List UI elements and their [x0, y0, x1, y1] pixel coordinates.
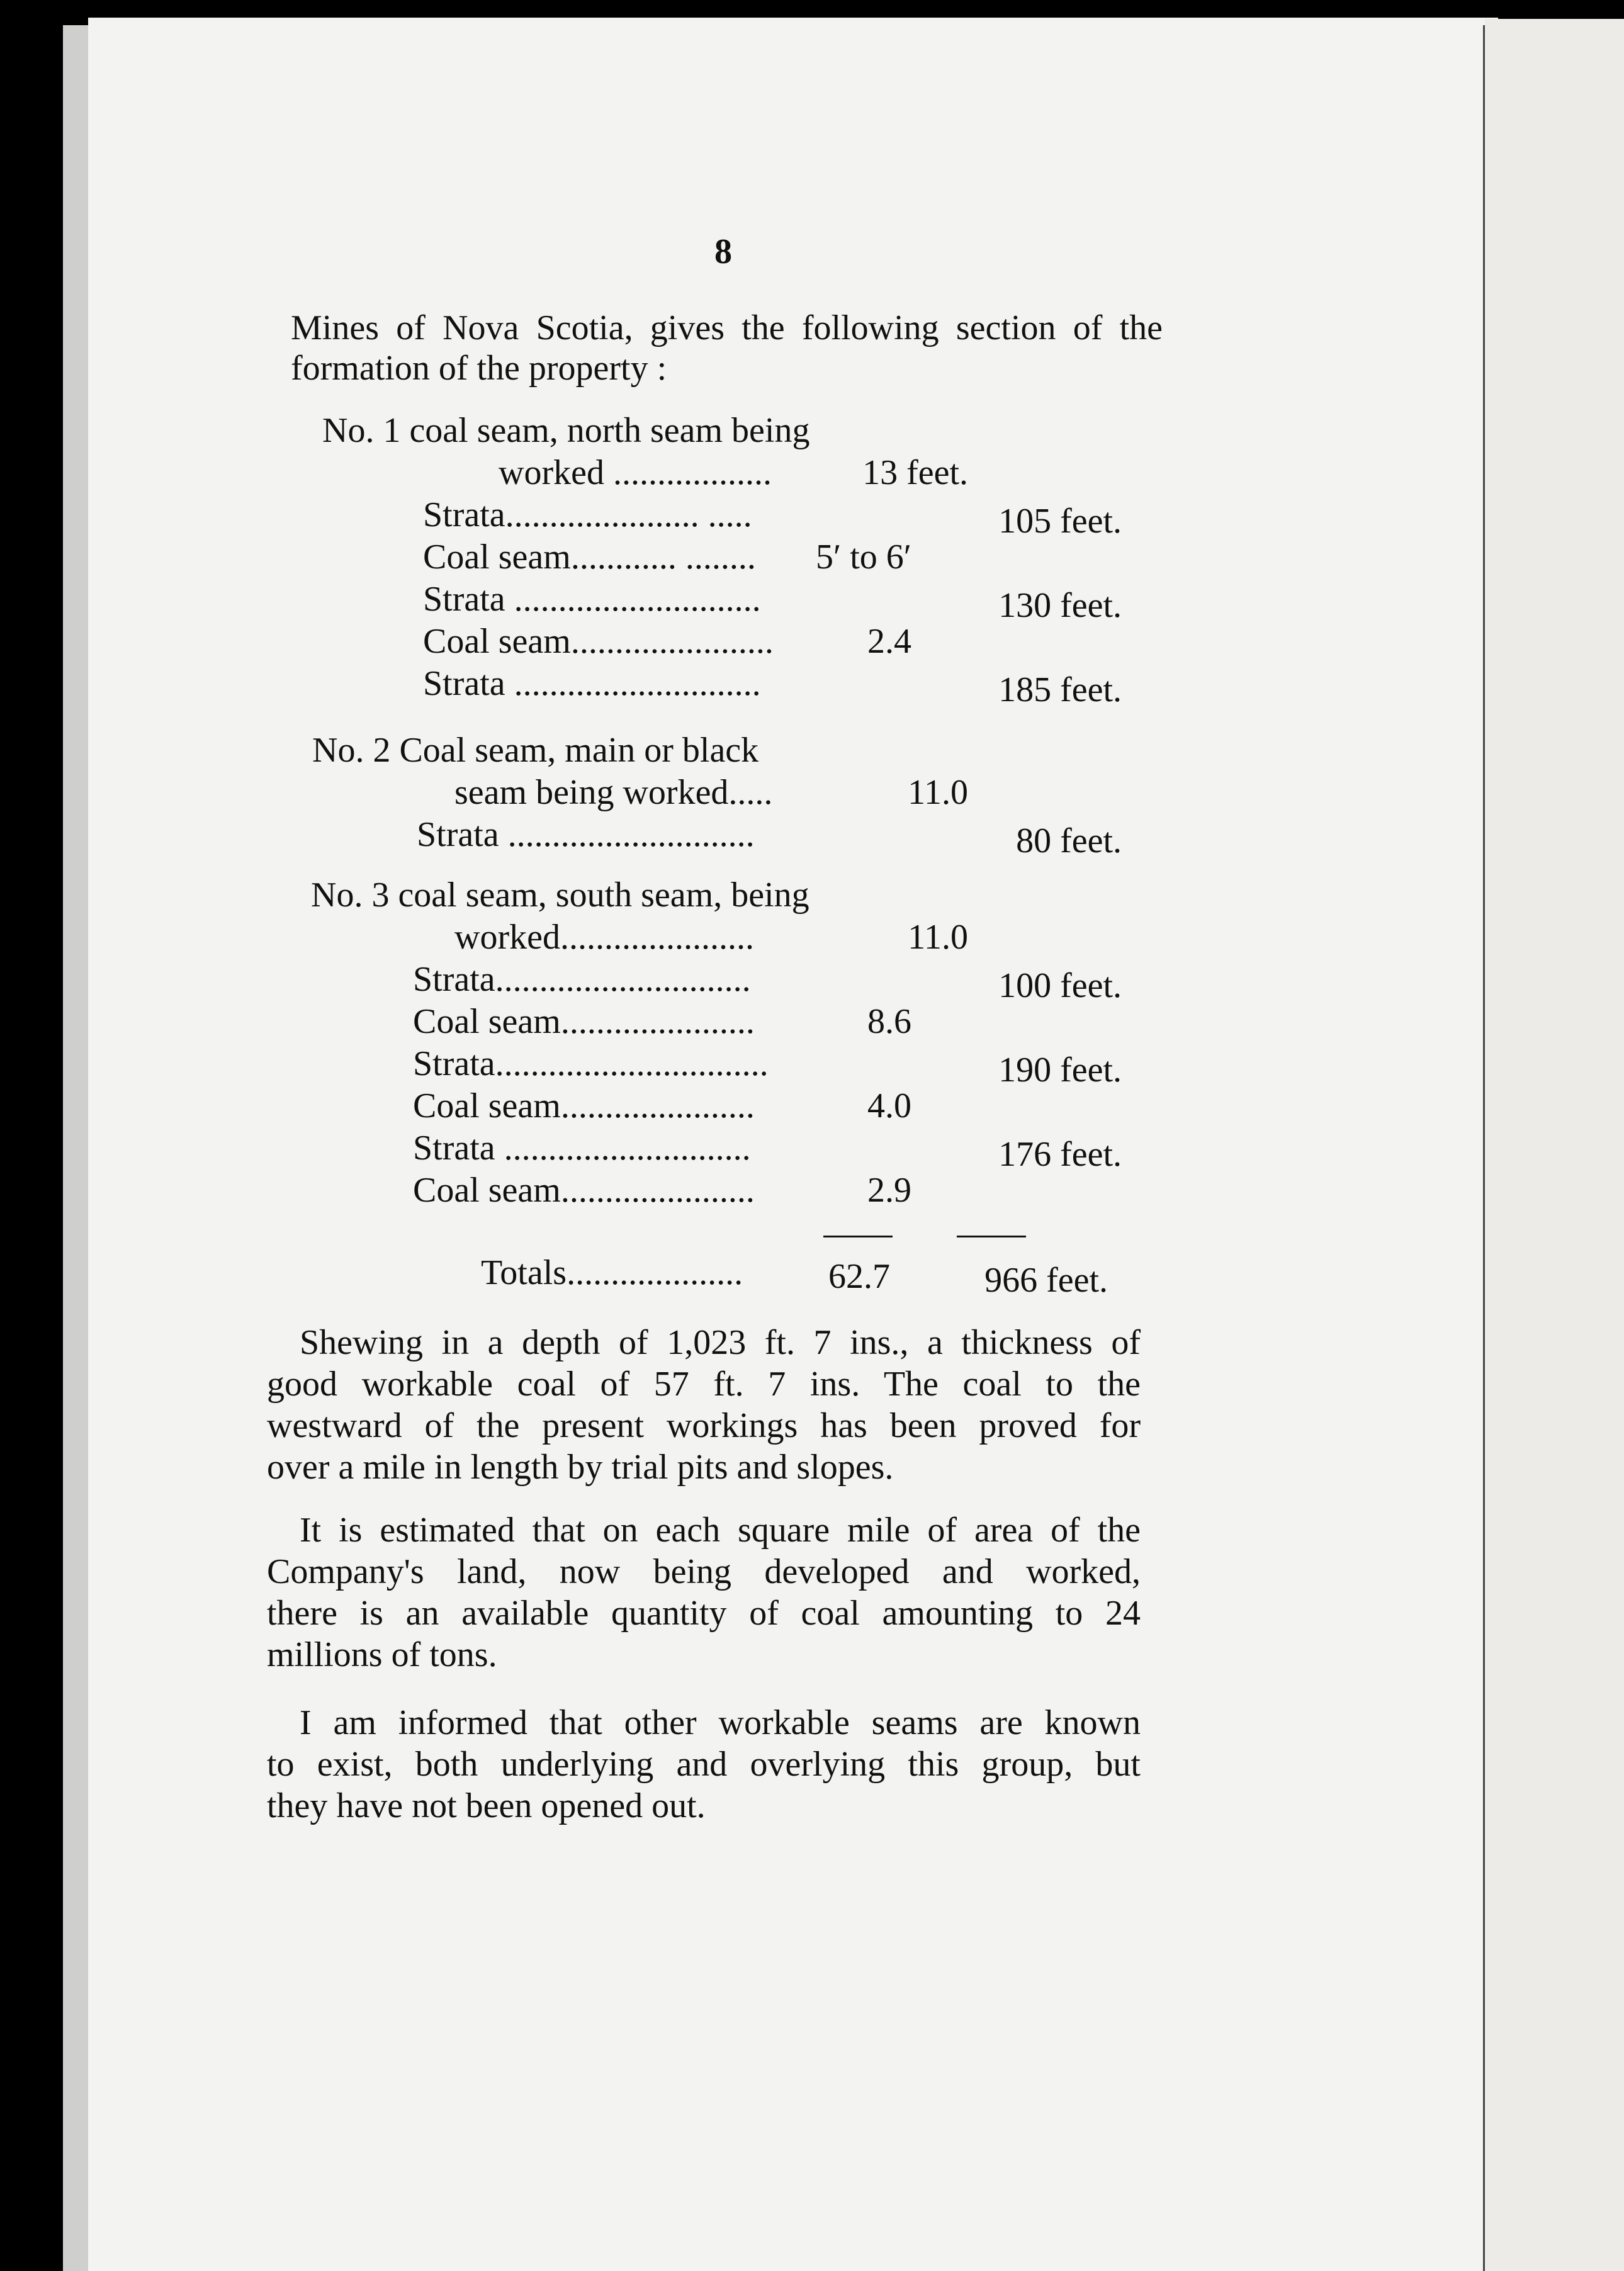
section-row-label: Strata............................. [413, 960, 751, 999]
group-heading: No. 1 coal seam, north seam being [322, 411, 810, 450]
coal-thickness: 5′ to 6′ [815, 538, 911, 577]
coal-total: 62.7 [828, 1257, 890, 1296]
intro-line-text: formation of the property : [291, 349, 667, 388]
section-row-label: Strata ............................ [417, 815, 755, 854]
strata-thickness: 176 feet. [998, 1135, 1122, 1174]
coal-thickness: 13 feet. [862, 453, 968, 492]
section-row-label: Coal seam...................... [413, 1002, 755, 1041]
paragraph-line: Shewing in a depth of 1,023 ft. 7 ins., a thickness of [300, 1323, 1141, 1362]
section-row-label: Strata............................... [413, 1044, 769, 1083]
strata-thickness: 190 feet. [998, 1051, 1122, 1090]
totals-label: Totals.................... [481, 1253, 743, 1292]
coal-thickness: 2.4 [867, 622, 911, 661]
section-row-label: Coal seam...................... [413, 1086, 755, 1125]
paragraph-line: they have not been opened out. [267, 1786, 706, 1825]
paragraph-line: to exist, both underlying and overlying this group, but [267, 1745, 1141, 1784]
group-heading: No. 3 coal seam, south seam, being [311, 876, 809, 915]
group-heading-continued: worked...................... [454, 918, 754, 957]
coal-thickness: 11.0 [908, 773, 968, 812]
paragraph-line: I am informed that other workable seams are known [300, 1703, 1141, 1742]
intro-line [291, 307, 1163, 349]
intro-line [291, 347, 731, 389]
group-heading-continued: worked .................. [499, 453, 772, 492]
strata-total: 966 feet. [984, 1261, 1108, 1300]
coal-thickness: 2.9 [867, 1171, 911, 1210]
intro-line-text: Mines of Nova Scotia, gives the following section of the [291, 308, 1163, 347]
right-page-edge [1485, 19, 1624, 2271]
paragraph-line: millions of tons. [267, 1635, 497, 1674]
section-row-label: Strata ............................ [413, 1129, 751, 1168]
strata-thickness: 80 feet. [1016, 821, 1122, 860]
coal-thickness: 8.6 [867, 1002, 911, 1041]
section-row-label: Strata ............................ [423, 664, 761, 703]
paragraph-line: It is estimated that on each square mile of area of the [300, 1511, 1141, 1550]
paragraph [267, 1322, 1141, 1488]
coal-total-rule [823, 1236, 893, 1237]
group-heading: No. 2 Coal seam, main or black [312, 731, 759, 770]
page-number: 8 [714, 232, 732, 271]
paragraph-line: Company's land, now being developed and worked, [267, 1552, 1141, 1591]
paragraph [267, 1509, 1141, 1676]
strata-thickness: 185 feet. [998, 670, 1122, 709]
paragraph-line: over a mile in length by trial pits and slopes. [267, 1448, 894, 1487]
section-row-label: Coal seam............ ........ [423, 538, 756, 577]
section-row-label: Strata...................... ..... [423, 495, 752, 534]
coal-thickness: 4.0 [867, 1086, 911, 1125]
coal-thickness: 11.0 [908, 918, 968, 957]
group-heading-continued: seam being worked..... [454, 773, 773, 812]
paragraph-line: westward of the present workings has been proved for [267, 1406, 1141, 1445]
strata-total-rule [957, 1236, 1026, 1237]
paragraph-line: there is an available quantity of coal amounting to 24 [267, 1594, 1141, 1633]
section-row-label: Strata ............................ [423, 580, 761, 619]
strata-thickness: 100 feet. [998, 966, 1122, 1005]
paragraph-line: good workable coal of 57 ft. 7 ins. The coal to the [267, 1365, 1141, 1404]
paragraph [267, 1702, 1141, 1827]
strata-thickness: 130 feet. [998, 586, 1122, 625]
strata-thickness: 105 feet. [998, 502, 1122, 541]
section-row-label: Coal seam...................... [413, 1171, 755, 1210]
left-page-edge [63, 25, 88, 2271]
section-row-label: Coal seam....................... [423, 622, 774, 661]
